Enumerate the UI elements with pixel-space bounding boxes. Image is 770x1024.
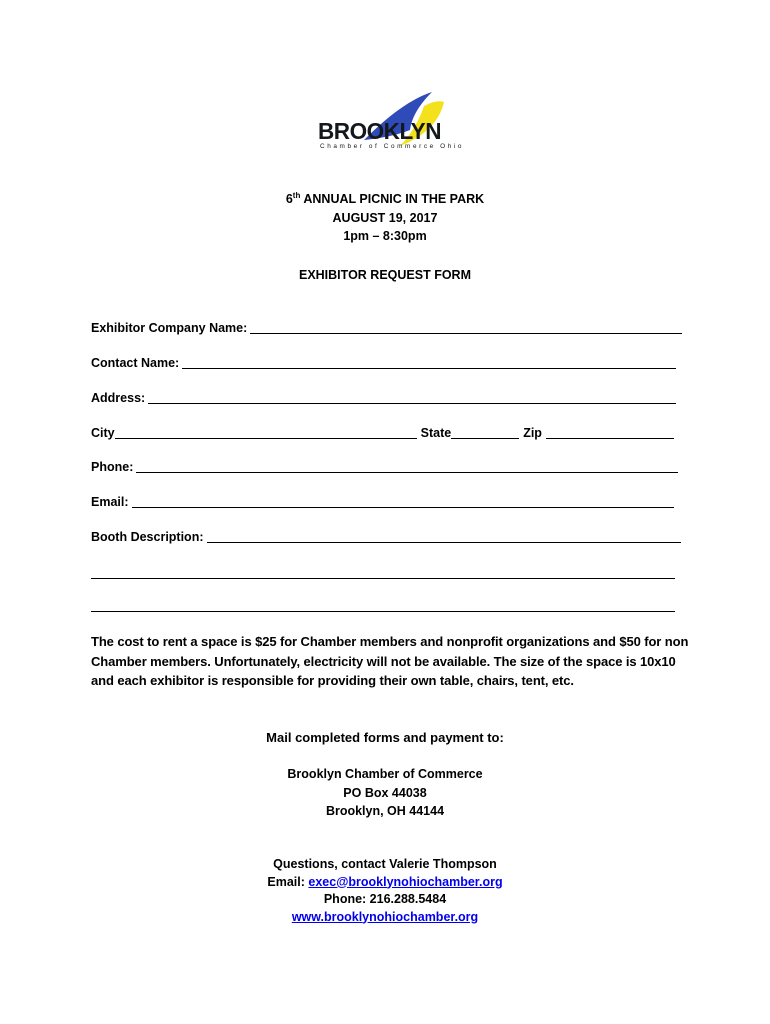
city-input-line[interactable]	[115, 426, 417, 439]
state-label: State	[420, 426, 452, 440]
email-field[interactable]	[91, 494, 674, 510]
city-state-zip-field[interactable]	[91, 425, 674, 441]
mailing-address-city: Brooklyn, OH 44144	[325, 804, 445, 818]
booth-description-input-line[interactable]	[207, 530, 681, 543]
zip-label: Zip	[523, 426, 542, 440]
form-title: EXHIBITOR REQUEST FORM	[298, 268, 471, 282]
email-label: Email:	[91, 495, 129, 509]
contact-website-line	[0, 909, 770, 927]
mailing-address-org: Brooklyn Chamber of Commerce	[287, 767, 483, 781]
event-time: 1pm – 8:30pm	[343, 229, 427, 243]
phone-field[interactable]	[91, 459, 678, 475]
booth-description-label: Booth Description:	[91, 530, 204, 544]
event-heading	[0, 190, 770, 246]
company-name-input-line[interactable]	[250, 321, 682, 334]
contact-email-label: Email:	[267, 874, 305, 889]
mailing-address-po-box: PO Box 44038	[343, 785, 427, 800]
city-label: City	[91, 426, 115, 440]
contact-name-label: Contact Name:	[91, 356, 180, 370]
booth-description-input-line-3[interactable]	[91, 599, 675, 612]
address-label: Address:	[91, 391, 146, 405]
event-ordinal-suffix: th	[292, 191, 301, 200]
logo-subtitle: Chamber of Commerce Ohio	[320, 143, 465, 150]
zip-input-line[interactable]	[546, 426, 674, 439]
email-input-line[interactable]	[132, 495, 674, 508]
contact-info	[0, 856, 770, 926]
phone-input-line[interactable]	[136, 460, 678, 473]
mailing-address	[0, 765, 770, 821]
booth-description-extra-line-1[interactable]	[91, 566, 675, 581]
contact-website-link[interactable]: www.brooklynohiochamber.org	[291, 909, 479, 924]
address-field[interactable]	[91, 390, 676, 406]
event-title: ANNUAL PICNIC IN THE PARK	[303, 192, 485, 206]
mail-instructions-title: Mail completed forms and payment to:	[266, 730, 504, 745]
contact-email-link[interactable]: exec@brooklynohiochamber.org	[308, 874, 503, 889]
brooklyn-chamber-logo	[312, 90, 465, 160]
company-name-field[interactable]	[91, 320, 682, 336]
event-date: AUGUST 19, 2017	[332, 210, 438, 225]
contact-name-field[interactable]	[91, 355, 676, 371]
logo-wordmark: BROOKLYN	[318, 118, 441, 144]
pricing-info-paragraph: The cost to rent a space is $25 for Chamber members and nonprofit organizations and $50 for non Chamber members. Unfortunately, electricity will not be available. The size of the space is 10x10 and each exhibitor is responsible for providing their own table, chairs, tent, etc.	[91, 634, 689, 688]
contact-email-line	[0, 874, 770, 892]
contact-questions: Questions, contact Valerie Thompson	[273, 857, 497, 871]
booth-description-field[interactable]	[91, 529, 681, 545]
booth-description-input-line-2[interactable]	[91, 566, 675, 579]
event-title-line	[0, 190, 770, 209]
event-ordinal: 6	[285, 192, 293, 206]
company-name-label: Exhibitor Company Name:	[91, 321, 248, 335]
contact-name-input-line[interactable]	[182, 356, 676, 369]
phone-label: Phone:	[91, 460, 134, 474]
address-input-line[interactable]	[148, 391, 676, 404]
contact-phone: Phone: 216.288.5484	[323, 892, 447, 906]
booth-description-extra-line-2[interactable]	[91, 599, 675, 614]
state-input-line[interactable]	[451, 426, 519, 439]
